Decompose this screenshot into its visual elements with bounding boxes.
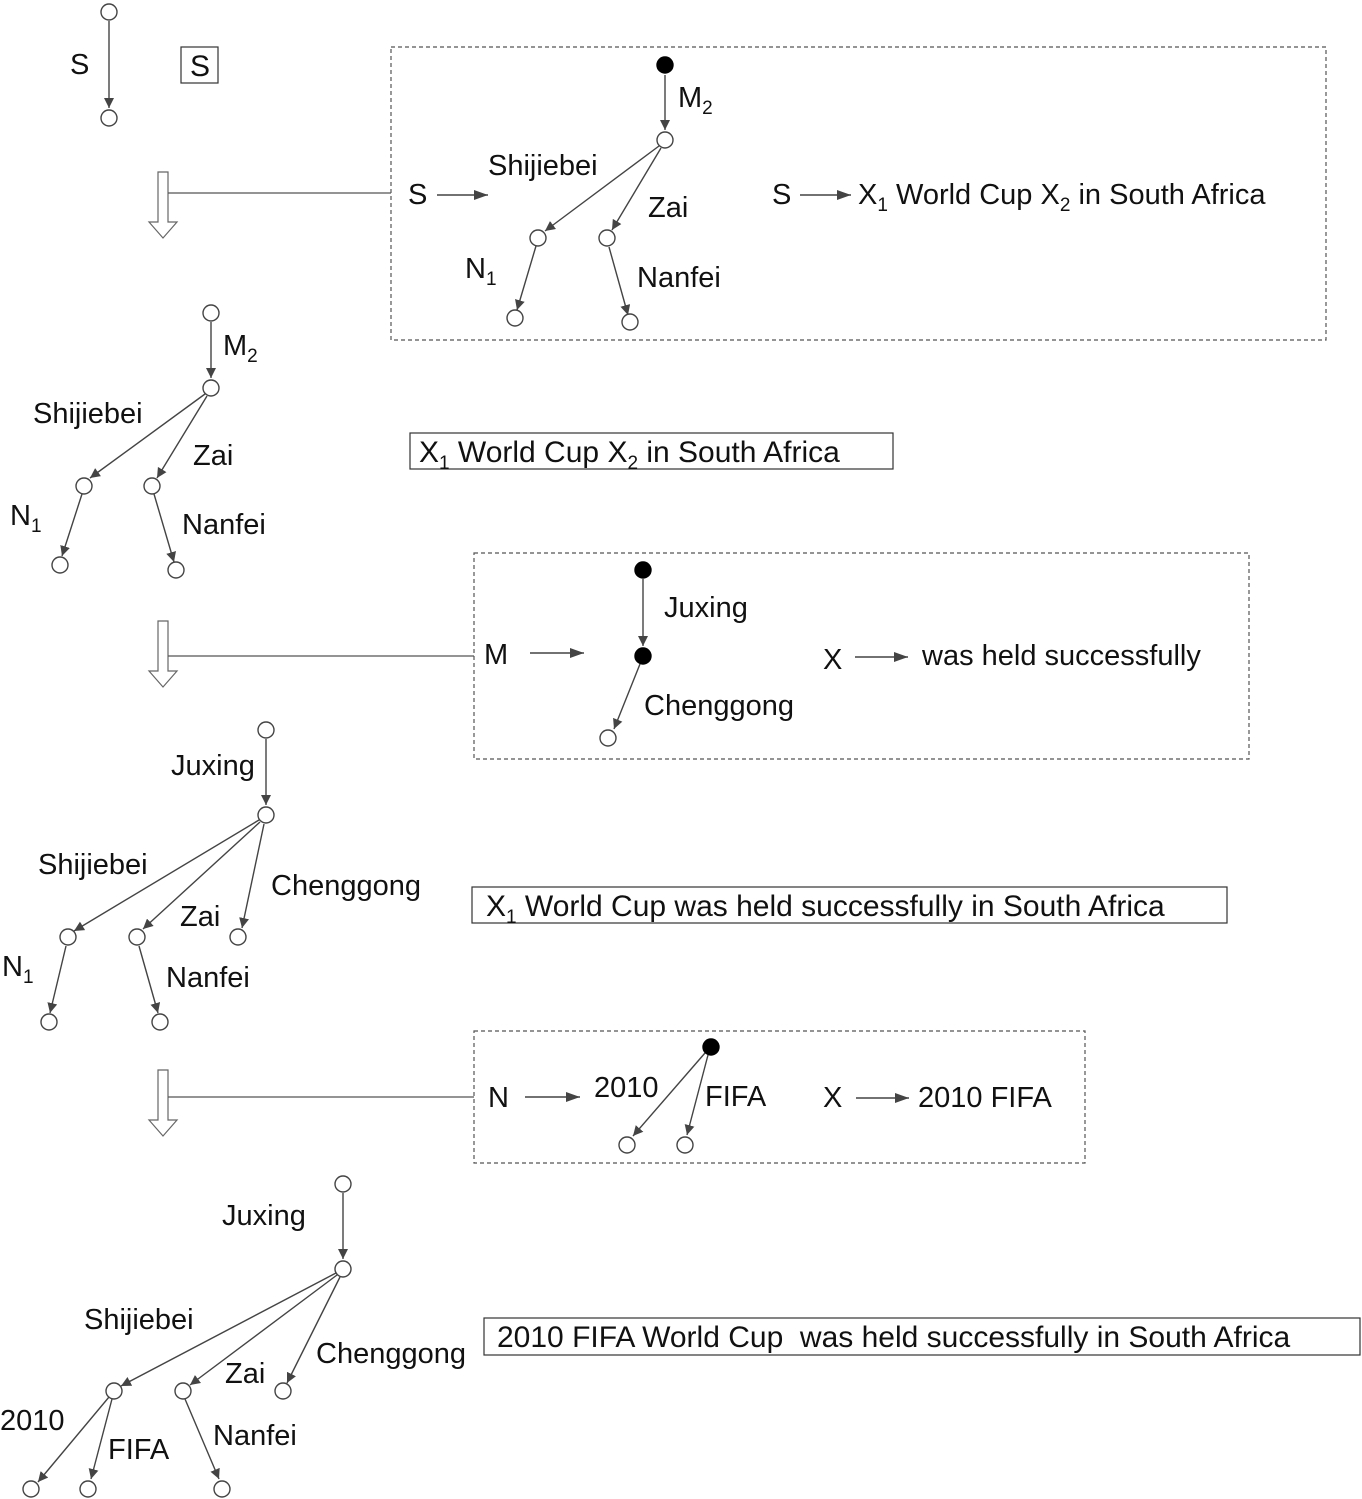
tree-node [144,478,160,494]
edge-label-zai: Zai [180,901,221,933]
derivation-arrow-2 [149,621,474,687]
tree-node [600,730,616,746]
rule-lhs-n: N [488,1082,509,1114]
start-symbol: S [190,50,211,83]
edge-label-m2: $M_2$ [223,330,258,367]
result-box-2 [472,887,1227,928]
tree-node [203,305,219,321]
tree-node-filled [635,648,651,664]
rule-target-lhs-x: X [823,644,843,676]
tree-node [203,380,219,396]
tree-node [507,310,523,326]
tree-step-0 [70,4,117,126]
tree-node [657,132,673,148]
tree-node [101,110,117,126]
edge-label-shijiebei: Shijiebei [33,398,143,430]
tree-node [101,4,117,20]
rule-lhs-s: S [408,179,428,211]
edge-label-s: S [70,49,90,81]
result-box-3 [484,1318,1360,1355]
tree-node-filled [657,57,673,73]
tree-node [677,1137,693,1153]
start-symbol-box [181,47,218,83]
tree-node [530,230,546,246]
rule-box-2 [474,553,1249,759]
tree-step-3 [0,1176,466,1497]
edge-label-shijiebei: Shijiebei [488,150,598,182]
rule-box-1 [391,47,1326,340]
tree-node [175,1383,191,1399]
result-text-1: $X_1$ World Cup $X_2$ in South Africa [419,436,840,474]
tree-node [41,1014,57,1030]
rule-target-text: 2010 FIFA [918,1082,1052,1114]
down-arrow-icon [149,1070,177,1136]
tree-node [258,722,274,738]
result-text-3: 2010 FIFA World Cup was held successfully in South Africa [497,1321,1291,1354]
edge-label-nanfei: Nanfei [637,262,721,294]
rule-target-lhs-s: S [772,179,792,211]
edge-label-2010: 2010 [0,1405,65,1437]
edge-label-n1: $N_1$ [2,951,34,988]
tree-node [60,929,76,945]
edge-label-fifa: FIFA [108,1434,170,1466]
tree-node [23,1481,39,1497]
edge-label-juxing: Juxing [222,1200,306,1232]
edge-label-n1: $N_1$ [465,253,497,290]
edge-label-chenggong: Chenggong [271,870,421,902]
rule-box-3 [474,1031,1085,1163]
edge-label-chenggong: Chenggong [644,690,794,722]
tree-node [622,314,638,330]
result-box-1 [410,433,893,474]
edge-label-nanfei: Nanfei [182,509,266,541]
edge-label-m2: $M_2$ [678,82,713,119]
tree-node [619,1137,635,1153]
tree-node [214,1481,230,1497]
tree-node [258,807,274,823]
edge-label-n1: $N_1$ [10,500,42,537]
tree-step-2 [2,722,421,1030]
edge-label-fifa: FIFA [705,1081,767,1113]
tree-node [80,1481,96,1497]
edge-label-chenggong: Chenggong [316,1338,466,1370]
edge-label-2010: 2010 [594,1072,659,1104]
derivation-arrow-1 [149,172,391,238]
tree-node [52,557,68,573]
rule-target-text: $X_1$ World Cup $X_2$ in South Africa [858,179,1266,216]
tree-node [76,478,92,494]
edge-label-zai: Zai [225,1358,266,1390]
tree-node [152,1014,168,1030]
derivation-arrow-3 [149,1070,474,1136]
tree-node [335,1261,351,1277]
tree-node [335,1176,351,1192]
down-arrow-icon [149,621,177,687]
edge-label-juxing: Juxing [171,750,255,782]
down-arrow-icon [149,172,177,238]
tree-node [129,929,145,945]
rule-target-text: was held successfully [922,640,1201,672]
edge-label-nanfei: Nanfei [213,1420,297,1452]
tree-node-filled [635,562,651,578]
tree-node [168,562,184,578]
rule-target-lhs-x: X [823,1082,843,1114]
edge-label-shijiebei: Shijiebei [38,849,148,881]
tree-node [230,929,246,945]
tree-step-1 [10,305,266,578]
edge-label-shijiebei: Shijiebei [84,1304,194,1336]
edge-label-juxing: Juxing [664,592,748,624]
edge-label-zai: Zai [648,192,689,224]
tree-node [599,230,615,246]
tree-node-filled [703,1039,719,1055]
edge-label-zai: Zai [193,440,234,472]
result-text-2: $X_1$ World Cup was held successfully in South Africa [486,890,1165,928]
tree-node [106,1383,122,1399]
tree-node [275,1383,291,1399]
rule-lhs-m: M [484,639,509,671]
edge-label-nanfei: Nanfei [166,962,250,994]
